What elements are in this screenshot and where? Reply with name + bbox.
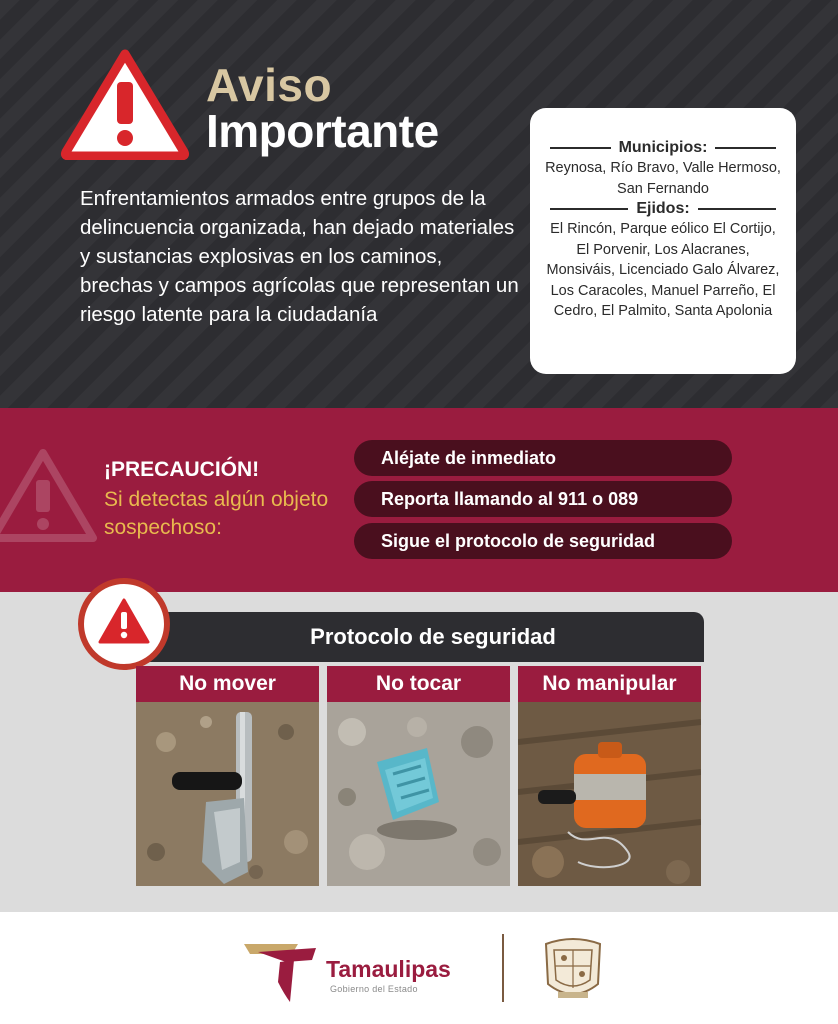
brand-name: Tamaulipas	[326, 956, 451, 982]
photo-blue-device	[327, 702, 510, 886]
column-no-tocar	[327, 666, 510, 886]
precaution-section	[0, 408, 838, 592]
municipios-list: Reynosa, Río Bravo, Valle Hermoso, San Fernando	[545, 160, 781, 197]
rule-right	[698, 208, 776, 210]
tamaulipas-logo	[240, 934, 320, 1004]
warning-triangle-icon	[60, 48, 190, 160]
photo-explosive-pipe	[136, 702, 319, 886]
rule-left	[550, 147, 611, 149]
protocol-section	[0, 592, 838, 912]
rule-left	[550, 208, 628, 210]
rule-right	[715, 147, 776, 149]
column-no-manipular	[518, 666, 701, 886]
intro-text: Enfrentamientos armados entre grupos de la delincuencia organizada, han dejado materiales y sustancias explosivas en los caminos, brechas y campos agrícolas que representan un riesgo latente para la ciudadanía	[80, 187, 519, 326]
ejidos-heading	[530, 199, 796, 219]
municipios-label: Municipios:	[618, 139, 708, 156]
municipios-heading	[530, 138, 796, 158]
warning-triangle-icon	[0, 448, 98, 544]
aviso-header-section	[0, 0, 838, 408]
state-seal	[540, 934, 606, 1004]
title-importante: Importante	[206, 105, 439, 157]
column-label: No tocar	[327, 666, 510, 702]
action-pill-reporta: Reporta llamando al 911 o 089	[354, 481, 732, 517]
photo-orange-cylinder	[518, 702, 701, 886]
ejidos-label: Ejidos:	[636, 200, 690, 217]
action-pill-protocolo: Sigue el protocolo de seguridad	[354, 523, 732, 559]
municipios-card	[530, 108, 796, 374]
footer-divider	[502, 934, 504, 1002]
precaution-title: ¡PRECAUCIÓN!	[104, 458, 260, 481]
column-label: No mover	[136, 666, 319, 702]
warning-circle-icon	[78, 578, 170, 670]
brand-subtitle: Gobierno del Estado	[330, 984, 418, 994]
protocol-title: Protocolo de seguridad	[132, 612, 704, 662]
action-pill-alejate: Aléjate de inmediato	[354, 440, 732, 476]
ejidos-list: El Rincón, Parque eólico El Cortijo, El Porvenir, Los Alacranes, Monsiváis, Licenciado Galo Álvarez, Los Caracoles, Manuel Parreño, El Cedro, El Palmito, Santa Apolonia	[546, 221, 780, 319]
footer	[0, 912, 838, 1024]
precaution-subtitle: Si detectas algún objeto sospechoso:	[104, 488, 329, 539]
column-label: No manipular	[518, 666, 701, 702]
column-no-mover	[136, 666, 319, 886]
title-aviso: Aviso	[206, 59, 333, 111]
